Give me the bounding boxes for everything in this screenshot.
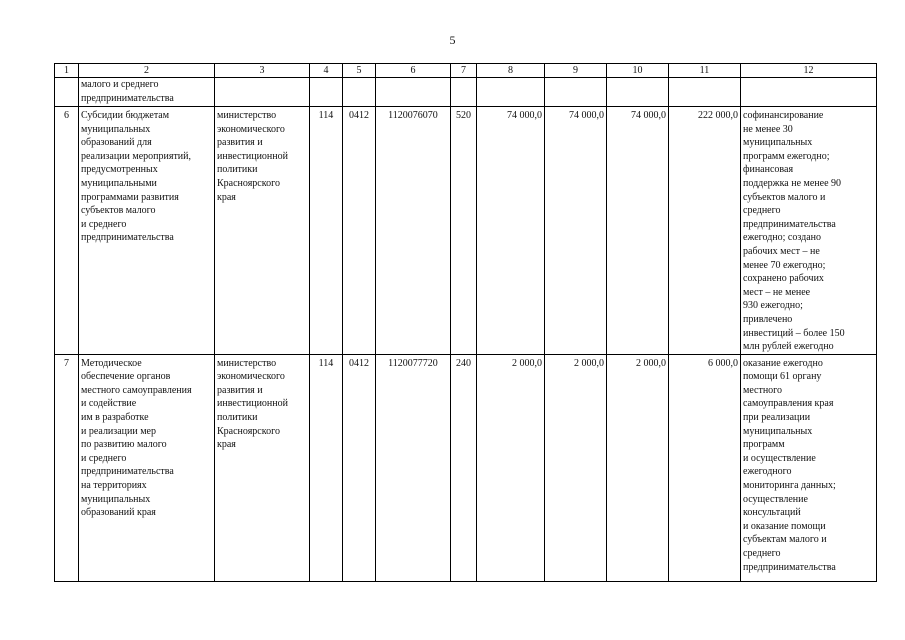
header-cell: 8 <box>477 64 545 78</box>
amount-cell: 74 000,0 <box>545 107 607 355</box>
page-number: 5 <box>449 33 456 47</box>
total-amount-cell: 222 000,0 <box>669 107 741 355</box>
expense-type-cell: 520 <box>451 107 477 355</box>
amount-cell: 2 000,0 <box>545 354 607 581</box>
header-cell: 6 <box>376 64 451 78</box>
row-number-cell: 6 <box>55 107 79 355</box>
amount-cell: 74 000,0 <box>477 107 545 355</box>
table-row <box>55 354 877 581</box>
budget-table <box>54 63 877 582</box>
executor-cell: министерство экономического развития и инвестиционной политики Красноярского края <box>215 107 310 355</box>
header-cell: 5 <box>343 64 376 78</box>
header-cell: 10 <box>607 64 669 78</box>
amount-cell: 74 000,0 <box>607 107 669 355</box>
header-cell: 3 <box>215 64 310 78</box>
header-cell: 1 <box>55 64 79 78</box>
section-code-cell: 0412 <box>343 107 376 355</box>
amount-cell: 2 000,0 <box>477 354 545 581</box>
table-row-continuation <box>55 78 877 107</box>
header-cell: 11 <box>669 64 741 78</box>
table-row <box>55 107 877 355</box>
expense-type-cell: 240 <box>451 354 477 581</box>
amount-cell: 2 000,0 <box>607 354 669 581</box>
executor-cell: министерство экономического развития и инвестиционной политики Красноярского края <box>215 354 310 581</box>
event-name-cell: Методическое обеспечение органов местного самоуправления и содействие им в разработке и реализации мер по развитию малого и среднего предпринимательства на территориях муниципальных образований края <box>79 354 215 581</box>
expected-result-cell: софинансирование не менее 30 муниципальных программ ежегодно; финансовая поддержка не менее 90 субъектов малого и среднего предпринимательства ежегодно; создано рабочих мест – не менее 70 ежегодно; сохранено рабочих мест – не менее 930 ежегодно; привлечено инвестиций – более 150 млн рублей ежегодно <box>741 107 877 355</box>
event-name-cell: малого и среднего предпринимательства <box>79 78 215 107</box>
header-cell: 9 <box>545 64 607 78</box>
grbs-code-cell: 114 <box>310 107 343 355</box>
header-cell: 4 <box>310 64 343 78</box>
header-cell: 2 <box>79 64 215 78</box>
section-code-cell: 0412 <box>343 354 376 581</box>
grbs-code-cell: 114 <box>310 354 343 581</box>
expected-result-cell: оказание ежегодно помощи 61 органу местного самоуправления края при реализации муниципальных программ и осуществление ежегодного мониторинга данных; осуществление консультаций и оказание помощи субъектам малого и среднего предпринимательства <box>741 354 877 581</box>
target-article-cell: 1120076070 <box>376 107 451 355</box>
header-cell: 12 <box>741 64 877 78</box>
event-name-cell: Субсидии бюджетам муниципальных образований для реализации мероприятий, предусмотренных муниципальными программами развития субъектов малого и среднего предпринимательства <box>79 107 215 355</box>
header-cell: 7 <box>451 64 477 78</box>
total-amount-cell: 6 000,0 <box>669 354 741 581</box>
table-header-row <box>55 64 877 78</box>
row-number-cell: 7 <box>55 354 79 581</box>
target-article-cell: 1120077720 <box>376 354 451 581</box>
